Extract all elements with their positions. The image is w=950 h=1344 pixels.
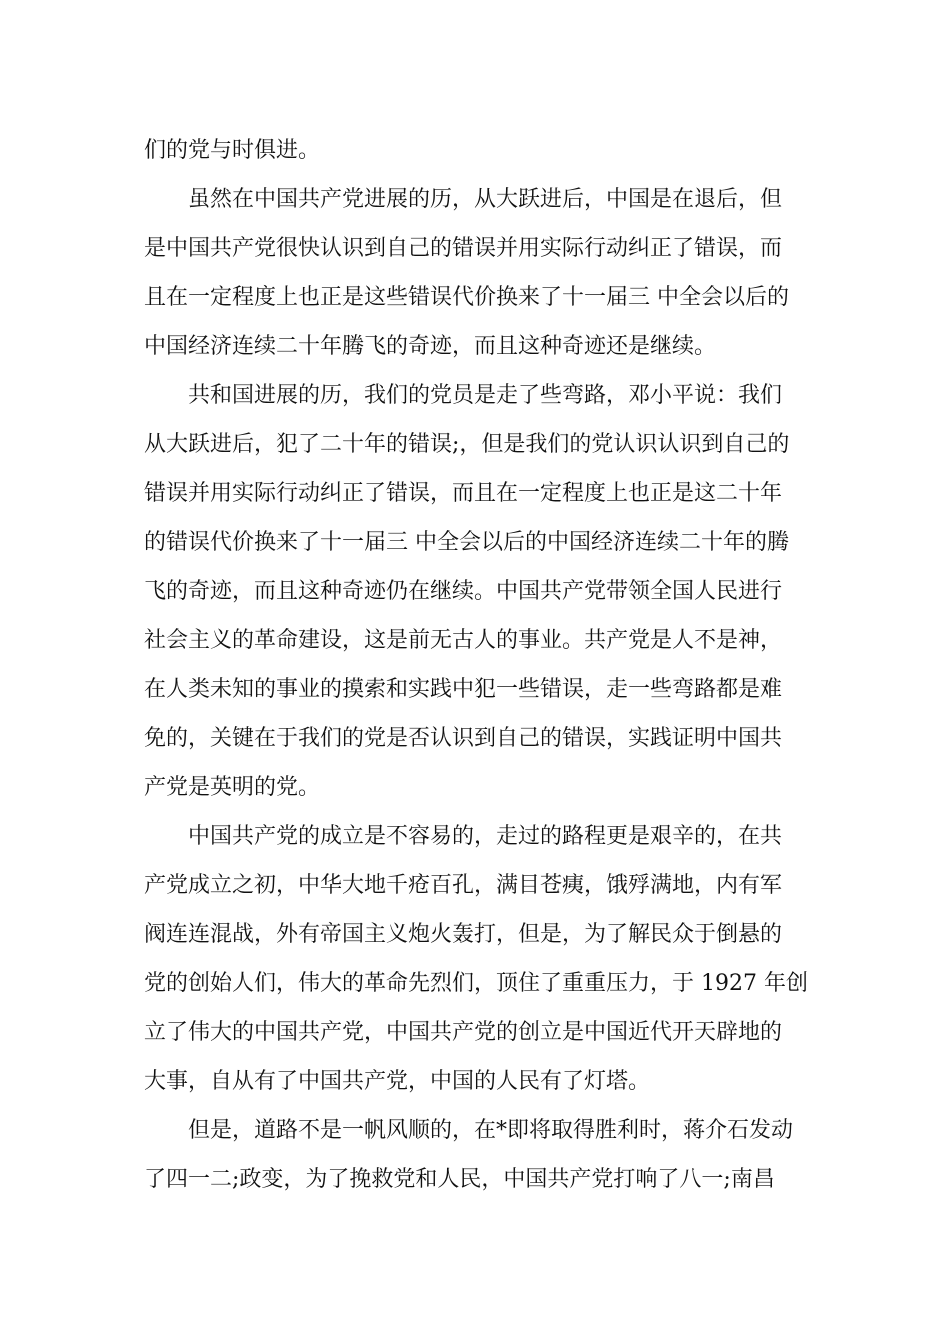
text-line: 产党是英明的党。 [144,775,321,800]
text-line: 党的创始人们，伟大的革命先烈们，顶住了重重压力，于 1927 年创 [144,971,808,996]
paragraph-start-line: 共和国进展的历，我们的党员是走了些弯路，邓小平说：我们 [188,383,783,408]
text-line: 立了伟大的中国共产党，中国共产党的创立是中国近代开天辟地的 [144,1020,783,1045]
paragraph-start-line: 中国共产党的成立是不容易的，走过的路程更是艰辛的，在共 [188,824,783,849]
text-line: 社会主义的革命建设，这是前无古人的事业。共产党是人不是神， [144,628,783,653]
text-line: 们的党与时俱进。 [144,138,321,163]
text-line: 产党成立之初，中华大地千疮百孔，满目苍痍，饿殍满地，内有军 [144,873,783,898]
text-line: 中国经济连续二十年腾飞的奇迹，而且这种奇迹还是继续。 [144,334,717,359]
text-line: 的错误代价换来了十一届三 中全会以后的中国经济连续二十年的腾 [144,530,789,555]
document-body [144,126,808,1204]
text-line: 了四一二;政变，为了挽救党和人民，中国共产党打响了八一;南昌 [144,1167,775,1192]
text-line: 在人类未知的事业的摸索和实践中犯一些错误，走一些弯路都是难 [144,677,783,702]
text-line: 大事，自从有了中国共产党，中国的人民有了灯塔。 [144,1069,651,1094]
text-line: 飞的奇迹，而且这种奇迹仍在继续。中国共产党带领全国人民进行 [144,579,783,604]
text-line: 从大跃进后，犯了二十年的错误;，但是我们的党认识认识到自己的 [144,432,790,457]
text-line: 是中国共产党很快认识到自己的错误并用实际行动纠正了错误，而 [144,236,783,261]
text-line: 免的，关键在于我们的党是否认识到自己的错误，实践证明中国共 [144,726,783,751]
paragraph-start-line: 虽然在中国共产党进展的历，从大跃进后，中国是在退后，但 [188,187,783,212]
text-line: 且在一定程度上也正是这些错误代价换来了十一届三 中全会以后的 [144,285,789,310]
text-line: 阀连连混战，外有帝国主义炮火轰打，但是，为了解民众于倒悬的 [144,922,783,947]
text-line: 错误并用实际行动纠正了错误，而且在一定程度上也正是这二十年 [144,481,783,506]
paragraph-start-line: 但是，道路不是一帆风顺的，在*即将取得胜利时，蒋介石发动 [188,1118,794,1143]
